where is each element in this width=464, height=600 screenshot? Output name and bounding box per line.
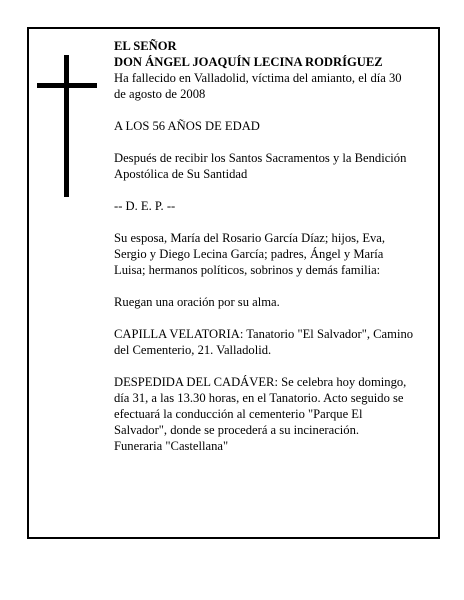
funeral-home: Funeraria "Castellana" bbox=[114, 439, 229, 453]
chapel-text: CAPILLA VELATORIA: Tanatorio "El Salvador", Camino del Cementerio, 21. Valladolid. bbox=[114, 327, 414, 357]
deceased-name: DON ÁNGEL JOAQUÍN LECINA RODRÍGUEZ bbox=[114, 55, 383, 69]
death-info: Ha fallecido en Valladolid, víctima del amianto, el día 30 de agosto de 2008 bbox=[114, 71, 402, 101]
sacraments-text: Después de recibir los Santos Sacramentos y la Bendición Apostólica de Su Santidad bbox=[114, 151, 407, 181]
prayer-text: Ruegan una oración por su alma. bbox=[114, 295, 280, 309]
age-line: A LOS 56 AÑOS DE EDAD bbox=[114, 119, 260, 133]
family-text: Su esposa, María del Rosario García Díaz; hijos, Eva, Sergio y Diego Lecina García; padres, Ángel y María Luisa; hermanos políticos, sobrinos y demás familia: bbox=[114, 231, 386, 277]
cross-vertical-bar bbox=[64, 55, 69, 197]
obituary-text bbox=[114, 38, 414, 454]
rip-line: -- D. E. P. -- bbox=[114, 199, 176, 213]
title-line-1: EL SEÑOR bbox=[114, 39, 177, 53]
farewell-text: DESPEDIDA DEL CADÁVER: Se celebra hoy domingo, día 31, a las 13.30 horas, en el Tanatorio. Acto seguido se efectuará la conducción al cementerio "Parque El Salvador", donde se procederá a su incineración. bbox=[114, 375, 407, 437]
cross-horizontal-bar bbox=[37, 83, 97, 88]
